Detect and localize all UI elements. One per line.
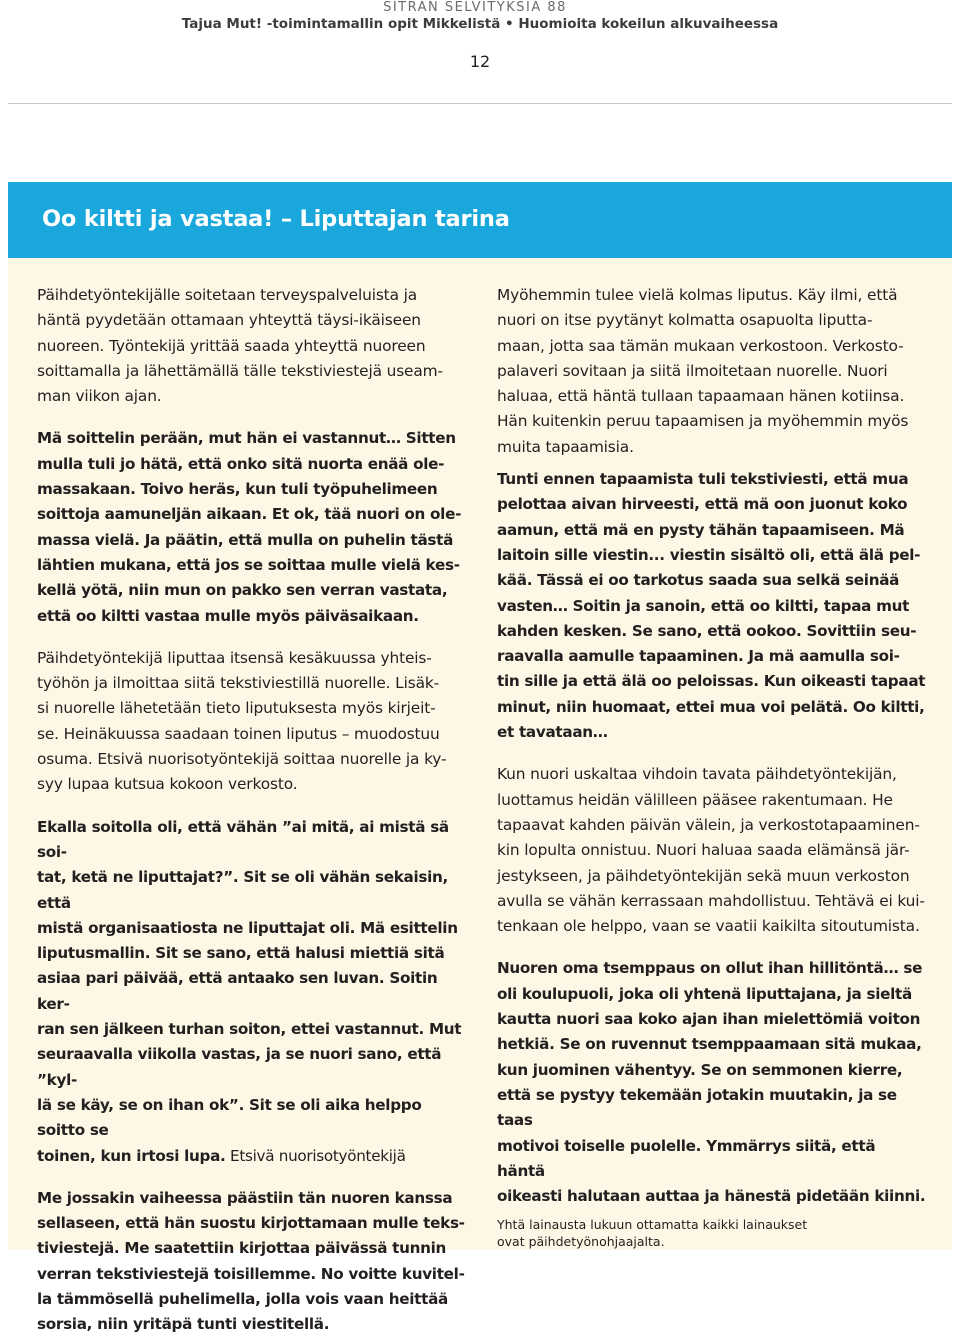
running-header: Tajua Mut! -toimintamallin opit Mikkelistä • Huomioita kokeilun alkuvaiheessa xyxy=(181,16,779,32)
narrative-paragraph: Myöhemmin tulee vielä kolmas liputus. Käy ilmi, että nuori on itse pyytänyt kolmatta osapuolta liputta- maan, jotta saa tämän mukaan verkostoon. Verkosto- palaveri sovitaan ja siitä ilmoitetaan nuorelle. Nuori haluaa, että häntä tullaan tapaamaan hänen kotiinsa. Hän kuitenkin peruu tapaamisen ja myöhemmin myös muita tapaamisia. xyxy=(497,286,909,456)
quote-attribution: Etsivä nuorisotyöntekijä xyxy=(225,1146,406,1165)
story-title: Oo kiltti ja vastaa! – Liputtajan tarina xyxy=(42,206,510,232)
series-title: SITRAN SELVITYKSIÄ 88 xyxy=(383,0,567,15)
story-banner xyxy=(8,182,952,258)
header-divider xyxy=(8,103,952,104)
left-column xyxy=(37,283,467,1338)
intro-paragraph: Päihdetyöntekijälle soitetaan terveyspalveluista ja häntä pyydetään ottamaan yhteyttä täysi-ikäiseen nuoreen. Työntekijä yrittää saada yhteyttä nuoreen soittamalla ja lähettämällä tälle tekstiviestejä useam- man viikon ajan. xyxy=(37,286,443,406)
right-column xyxy=(497,283,927,1250)
quote-paragraph: Tunti ennen tapaamista tuli tekstiviesti, että mua pelottaa aivan hirveesti, että mä oon juonut koko aamun, että mä en pysty tähän tapaamiseen. Mä laitoin sille viestin... viestin sisältö oli, että älä pel- kää. Tässä ei oo tarkotus saada sua selkä seinää vasten… Soitin ja sanoin, että oo kiltti, tapaa mut kahden kesken. Se sano, että ookoo. Sovittiin seu- raavalla aamulle tapaaminen. Ja mä aamulla soi- tin sille ja että älä oo peloissas. Kun oikeasti tapaat minut, niin huomaat, ettei mua voi pelätä. Oo kiltti, et tavataan… xyxy=(497,470,926,742)
quote-paragraph: Mä soittelin perään, mut hän ei vastannut… Sitten mulla tuli jo hätä, että onko sitä nuorta enää ole- massakaan. Toivo heräs, kun tuli työpuhelimeen soittoja aamuneljän aikaan. Et ok, tää nuori on ole- massa vielä. Ja päätin, että mulla on puhelin tästä lähtien mukana, että jos se soittaa mulle vielä kes- kellä yötä, niin mun on pakko sen verran vastata, että oo kiltti vastaa mulle myös päiväsaikaan. xyxy=(37,429,462,625)
footnote: Yhtä lainausta lukuun ottamatta kaikki lainaukset ovat päihdetyönohjaajalta. xyxy=(497,1217,808,1250)
narrative-paragraph: Päihdetyöntekijä liputtaa itsensä kesäkuussa yhteis- työhön ja ilmoittaa siitä tekstiviestillä nuorelle. Lisäk- si nuorelle lähetetään tieto liputuksesta myös kirjeit- se. Heinäkuussa saadaan toinen liputus – muodostuu osuma. Etsivä nuorisotyöntekijä soittaa nuorelle ja ky- syy lupaa kutsua kokoon verkosto. xyxy=(37,648,447,794)
page-number: 12 xyxy=(469,52,491,71)
narrative-paragraph: Kun nuori uskaltaa vihdoin tavata päihdetyöntekijän, luottamus heidän välilleen pääsee rakentumaan. He tapaavat kahden päivän välein, ja verkostotapaaminen- kin lopulta onnistuu. Nuori haluaa saada elämänsä jär- jestykseen, ja päihdetyöntekijän sekä muun verkoston avulla se vähän kerrassaan mahdollistuu. Tehtävä ei kui- tenkaan ole helppo, vaan se vaatii kaikilta sitoutumista. xyxy=(497,765,925,936)
quote-paragraph: Me jossakin vaiheessa päästiin tän nuoren kanssa sellaseen, että hän suostu kirjottamaan mulle teks- tiviestejä. Me saatettiin kirjottaa päivässä tunnin verran tekstiviestejä toisillemme. No voitte kuvitel- la tämmösellä puhelimella, jolla vois vaan heittää sorsia, niin yritäpä tunti viestitellä. xyxy=(37,1188,465,1334)
quote-paragraph: Ekalla soitolla oli, että vähän ”ai mitä, ai mistä sä soi- tat, ketä ne liputtajat?”. Sit se oli vähän sekaisin, että mistä organisaatiosta ne liputtajat oli. Mä esittelin liputusmallin. Sit se sano, että halusi miettiä sitä asiaa pari päivää, että antaako sen luvan. Soitin ker- ran sen jälkeen turhan soiton, ettei vastannut. Mut seuraavalla viikolla vastas, ja se nuori sano, että ”kyl- lä se käy, se on ihan ok”. Sit se oli aika helppo soitto se toinen, kun irtosi lupa. Etsivä nuorisotyöntekijä xyxy=(37,817,462,1165)
quote-paragraph: Nuoren oma tsemppaus on ollut ihan hillitöntä… se oli koulupuoli, joka oli yhtenä liputtajana, ja sieltä kautta nuori saa koko ajan ihan mielettömiä voiton hetkiä. Se on ruvennut tsemppaamaan sitä mukaa, kun juominen vähentyy. Se on semmonen kierre, että se pystyy tekemään jotakin muutakin, ja se taas motivoi toiselle puolelle. Ymmärrys siitä, että häntä oikeasti halutaan auttaa ja hänestä pidetään kiinni. xyxy=(497,959,926,1206)
